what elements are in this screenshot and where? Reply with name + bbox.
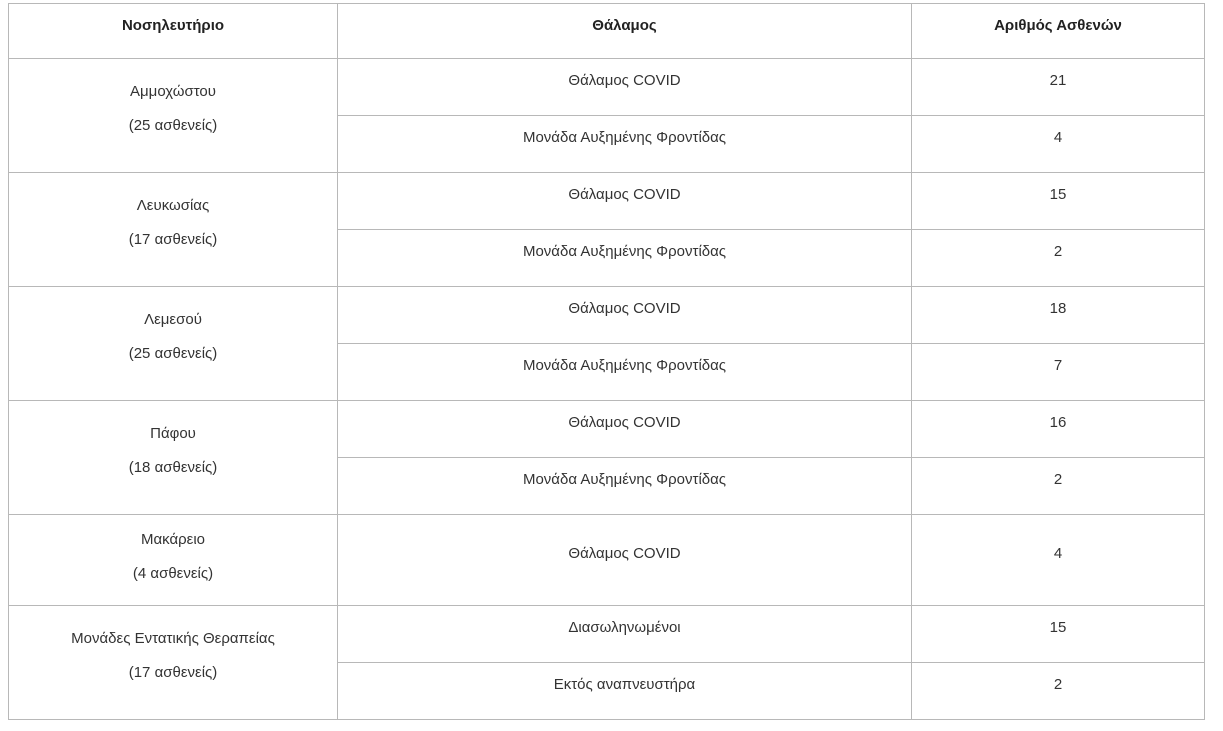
patients-cell: 15 (912, 173, 1205, 230)
ward-cell: Εκτός αναπνευστήρα (338, 663, 912, 720)
patients-cell: 4 (912, 116, 1205, 173)
hospital-name: Μακάρειο (140, 531, 206, 548)
patients-cell: 2 (912, 230, 1205, 287)
patients-cell: 18 (912, 287, 1205, 344)
patients-cell: 2 (912, 663, 1205, 720)
table-row (9, 173, 1205, 230)
hospital-patient-total: (4 ασθενείς) (132, 565, 214, 582)
hospital-cell (9, 287, 338, 401)
ward-cell: Μονάδα Αυξημένης Φροντίδας (338, 116, 912, 173)
header-ward: Θάλαμος (338, 4, 912, 59)
table-row (9, 515, 1205, 606)
hospital-name: Αμμοχώστου (130, 83, 216, 100)
hospital-cell (9, 606, 338, 720)
ward-cell: Θάλαμος COVID (338, 401, 912, 458)
hospital-patient-total: (18 ασθενείς) (128, 459, 218, 476)
header-patient-count: Αριθμός Ασθενών (912, 4, 1205, 59)
header-row (9, 4, 1205, 59)
ward-cell: Θάλαμος COVID (338, 515, 912, 606)
hospital-name: Λευκωσίας (136, 197, 210, 214)
hospital-cell (9, 515, 338, 606)
ward-cell: Θάλαμος COVID (338, 287, 912, 344)
patients-cell: 16 (912, 401, 1205, 458)
hospital-name: Μονάδες Εντατικής Θεραπείας (71, 630, 275, 647)
hospital-name: Λεμεσού (144, 311, 202, 328)
ward-cell: Μονάδα Αυξημένης Φροντίδας (338, 230, 912, 287)
patients-table (8, 3, 1205, 720)
hospital-cell (9, 173, 338, 287)
ward-cell: Διασωληνωμένοι (338, 606, 912, 663)
hospital-patient-total: (17 ασθενείς) (128, 231, 218, 248)
table-row (9, 401, 1205, 458)
table-row (9, 59, 1205, 116)
patients-cell: 15 (912, 606, 1205, 663)
ward-cell: Μονάδα Αυξημένης Φροντίδας (338, 458, 912, 515)
ward-cell: Μονάδα Αυξημένης Φροντίδας (338, 344, 912, 401)
patients-cell: 21 (912, 59, 1205, 116)
ward-cell: Θάλαμος COVID (338, 59, 912, 116)
patients-cell: 2 (912, 458, 1205, 515)
header-hospital: Νοσηλευτήριο (9, 4, 338, 59)
hospital-name: Πάφου (150, 425, 196, 442)
hospital-patient-total: (25 ασθενείς) (128, 117, 218, 134)
patients-cell: 4 (912, 515, 1205, 606)
hospital-cell (9, 401, 338, 515)
table-row (9, 287, 1205, 344)
ward-cell: Θάλαμος COVID (338, 173, 912, 230)
table-row (9, 606, 1205, 663)
patients-cell: 7 (912, 344, 1205, 401)
hospital-cell (9, 59, 338, 173)
hospital-patient-total: (25 ασθενείς) (128, 345, 218, 362)
hospital-patient-total: (17 ασθενείς) (128, 664, 218, 681)
